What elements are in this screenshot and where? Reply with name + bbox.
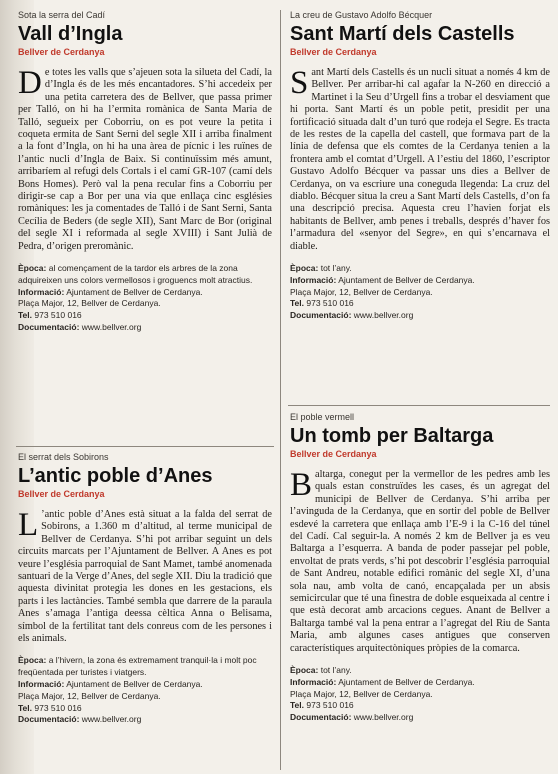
- tel-value: 973 510 016: [306, 700, 354, 711]
- article-location: Bellver de Cerdanya: [18, 489, 105, 499]
- article-body: [290, 67, 550, 253]
- doc-link[interactable]: www.bellver.org: [81, 322, 142, 333]
- article-text: altarga, conegut per la vermellor de les pedres amb les quals estan construïdes les cases, és un agregat del municipi de Bellver de Cerdanya. S’hi arriba per l’avinguda de la Cerdanya, que en sortir del poble de Bellver esdevé la carretera que enllaça amb l’E-9 i la C-16 del túnel del Cadí. Cal seguir-la. A només 2 km de Bellver ja es veu Baltarga a l’esquerra. A banda de poder passejar pel poble, envoltat de prats verds, s’hi pot descobrir l’església parroquial de Sant Andreu, notable edifici romànic del segle XI, d’una sola nau, amb volta de canó, encapçalada per un absis semicircular que té una finestra de doble esqueixada al centre i que està decorat amb arcacions cegues. Anant de Bellver a Baltarga també val la pena entrar a l’agregat del Riu de Santa Maria, amb algunes cases antigues que conserven característiques arquitectòniques pròpies de la comarca.: [290, 469, 550, 654]
- doc-link[interactable]: www.bellver.org: [353, 310, 414, 321]
- season-value: a l’hivern, la zona és extremament tranquil·la i molt poc freqüentada per turistes i viatgers.: [18, 655, 257, 678]
- article-vall-dingla: [18, 10, 272, 334]
- info-label: Informació:: [290, 676, 337, 687]
- doc-link[interactable]: www.bellver.org: [353, 712, 414, 723]
- info-value: Ajuntament de Bellver de Cerdanya.: [66, 679, 203, 690]
- tel-value: 973 510 016: [306, 298, 354, 309]
- season-label: Època:: [18, 655, 47, 666]
- article-text: ant Martí dels Castells és un nucli situat a només 4 km de Bellver. Per arribar-hi cal agafar la N-260 en direcció a Martinet i la Seu d’Urgell fins a trobar el desviament que hi porta. Sant Martí és un poble petit, presidit per una fortificació situada dalt d’un turó que rodeja el Segre. Es tracta de les restes de la capella del castell, que formava part de la línia de defensa que els comtes de la Cerdanya tenien a la frontera amb el comtat d’Urgell. A l’estiu del 1860, l’escriptor Gustavo Adolfo Bécquer va passar uns dies a Bellver de Cerdanya, on va escriure una coneguda llegenda: La cruz del diablo. Bécquer situa la creu a Sant Martí dels Castells, d’on fa una descripció precisa. Aquesta creu l’havien forjat els habitants de Bellver, amb penes i treballs, després d’haver fos l’armadura del «senyor del Segre», en qui s’encarnava el diable.: [290, 67, 550, 252]
- info-value: Ajuntament de Bellver de Cerdanya.: [338, 274, 475, 285]
- doc-label: Documentació:: [290, 310, 352, 321]
- article-body: [290, 469, 550, 655]
- left-article-divider: [16, 446, 274, 447]
- article-location: Bellver de Cerdanya: [290, 47, 377, 57]
- info-box: [18, 263, 272, 334]
- doc-label: Documentació:: [18, 322, 80, 333]
- article-antic-poble-danes: [18, 452, 272, 726]
- season-label: Època:: [290, 665, 319, 676]
- article-sant-marti-dels-castells: [290, 10, 550, 322]
- address: Plaça Major, 12, Bellver de Cerdanya.: [290, 286, 433, 297]
- season-value: tot l’any.: [320, 263, 352, 274]
- info-value: Ajuntament de Bellver de Cerdanya.: [338, 676, 475, 687]
- tel-label: Tel.: [290, 700, 305, 711]
- tel-value: 973 510 016: [34, 702, 82, 713]
- drop-cap: S: [290, 65, 309, 101]
- article-title: Vall d’Ingla: [18, 23, 123, 45]
- article-un-tomb-per-baltarga: [290, 412, 550, 724]
- season-value: al començament de la tardor els arbres de la zona adquireixen uns colors vermellosos i groguencs molt atractius.: [18, 263, 253, 285]
- info-value: Ajuntament de Bellver de Cerdanya.: [66, 286, 203, 297]
- season-label: Època:: [290, 263, 319, 274]
- article-text: e totes les valls que s’ajeuen sota la silueta del Cadí, la d’Ingla és de les més encantadores. S’hi accedeix per una petita carretera des de Bellver, que passa primer per Talló, on hi ha l’ermita romànica de Santa Maria de Talló, segueix per Coborriu, on es pot veure la petita i coqueta ermita de Sant Serni del segle XII i arriba finalment a la font d’Ingla, on hi ha una àrea de pícnic i les ruïnes de l’antic nucli d’Ingla de Baix. Si continuïssim més amunt, arribaríem al refugi dels Cortals i el camí GR-107 (camí dels Bons Homes). Però val la pena recular fins a Coborriu per dirigir-se cap a Bor per una via que enllaça cinc esglésies romàniques: les ja comentades de Talló i de Sant Serni, Santa Cecília de Beders (de segle XII), Sant Marc de Bor (original del segle XI i reformada al segle XVIII) i Sant Julià de Pedra, d’origen preromànic.: [18, 67, 272, 252]
- article-body: [18, 67, 272, 253]
- tel-label: Tel.: [290, 298, 305, 309]
- tel-label: Tel.: [18, 702, 33, 713]
- article-kicker: El serrat dels Sobirons: [18, 452, 109, 462]
- info-label: Informació:: [18, 286, 65, 297]
- info-label: Informació:: [290, 274, 337, 285]
- info-box: [18, 655, 272, 726]
- address: Plaça Major, 12, Bellver de Cerdanya.: [290, 688, 433, 699]
- address: Plaça Major, 12, Bellver de Cerdanya.: [18, 298, 161, 309]
- article-location: Bellver de Cerdanya: [290, 449, 377, 459]
- article-kicker: La creu de Gustavo Adolfo Bécquer: [290, 10, 433, 20]
- doc-link[interactable]: www.bellver.org: [81, 714, 142, 725]
- article-kicker: El poble vermell: [290, 412, 355, 422]
- doc-label: Documentació:: [290, 712, 352, 723]
- column-divider: [280, 10, 281, 770]
- article-location: Bellver de Cerdanya: [18, 47, 105, 57]
- tel-value: 973 510 016: [34, 310, 82, 321]
- article-kicker: Sota la serra del Cadí: [18, 10, 106, 20]
- season-value: tot l’any.: [320, 665, 352, 676]
- info-label: Informació:: [18, 679, 65, 690]
- right-article-divider: [288, 405, 550, 406]
- info-box: [290, 263, 550, 322]
- address: Plaça Major, 12, Bellver de Cerdanya.: [18, 690, 161, 701]
- season-label: Època:: [18, 263, 47, 274]
- info-box: [290, 665, 550, 724]
- article-text: ’antic poble d’Anes està situat a la falda del serrat de Sobirons, a 1.360 m d’altitud, al terme municipal de Bellver de Cerdanya. S’hi pot arribar seguint un dels circuits marcats per l’Ajuntament de Bellver. A Anes es pot veure l’església parroquial de Sant Mamet, també anomenada santuari de la Verge d’Anes, del segle XII. Diu la tradició que aquesta divinitat protegia les dones en les gestacions, els parts i les lactàncies. També sembla que darrere de la paraula Anes s’amaga l’antiga deessa cèltica Anna o Belisama, símbol de la fertilitat tant dels conreus com de les persones i els animals.: [18, 509, 272, 645]
- drop-cap: L: [18, 507, 39, 543]
- tel-label: Tel.: [18, 310, 33, 321]
- doc-label: Documentació:: [18, 714, 80, 725]
- article-title: L’antic poble d’Anes: [18, 465, 213, 487]
- article-title: Un tomb per Baltarga: [290, 425, 494, 447]
- article-body: [18, 509, 272, 645]
- drop-cap: D: [18, 65, 42, 101]
- article-title: Sant Martí dels Castells: [290, 23, 515, 45]
- drop-cap: B: [290, 467, 313, 503]
